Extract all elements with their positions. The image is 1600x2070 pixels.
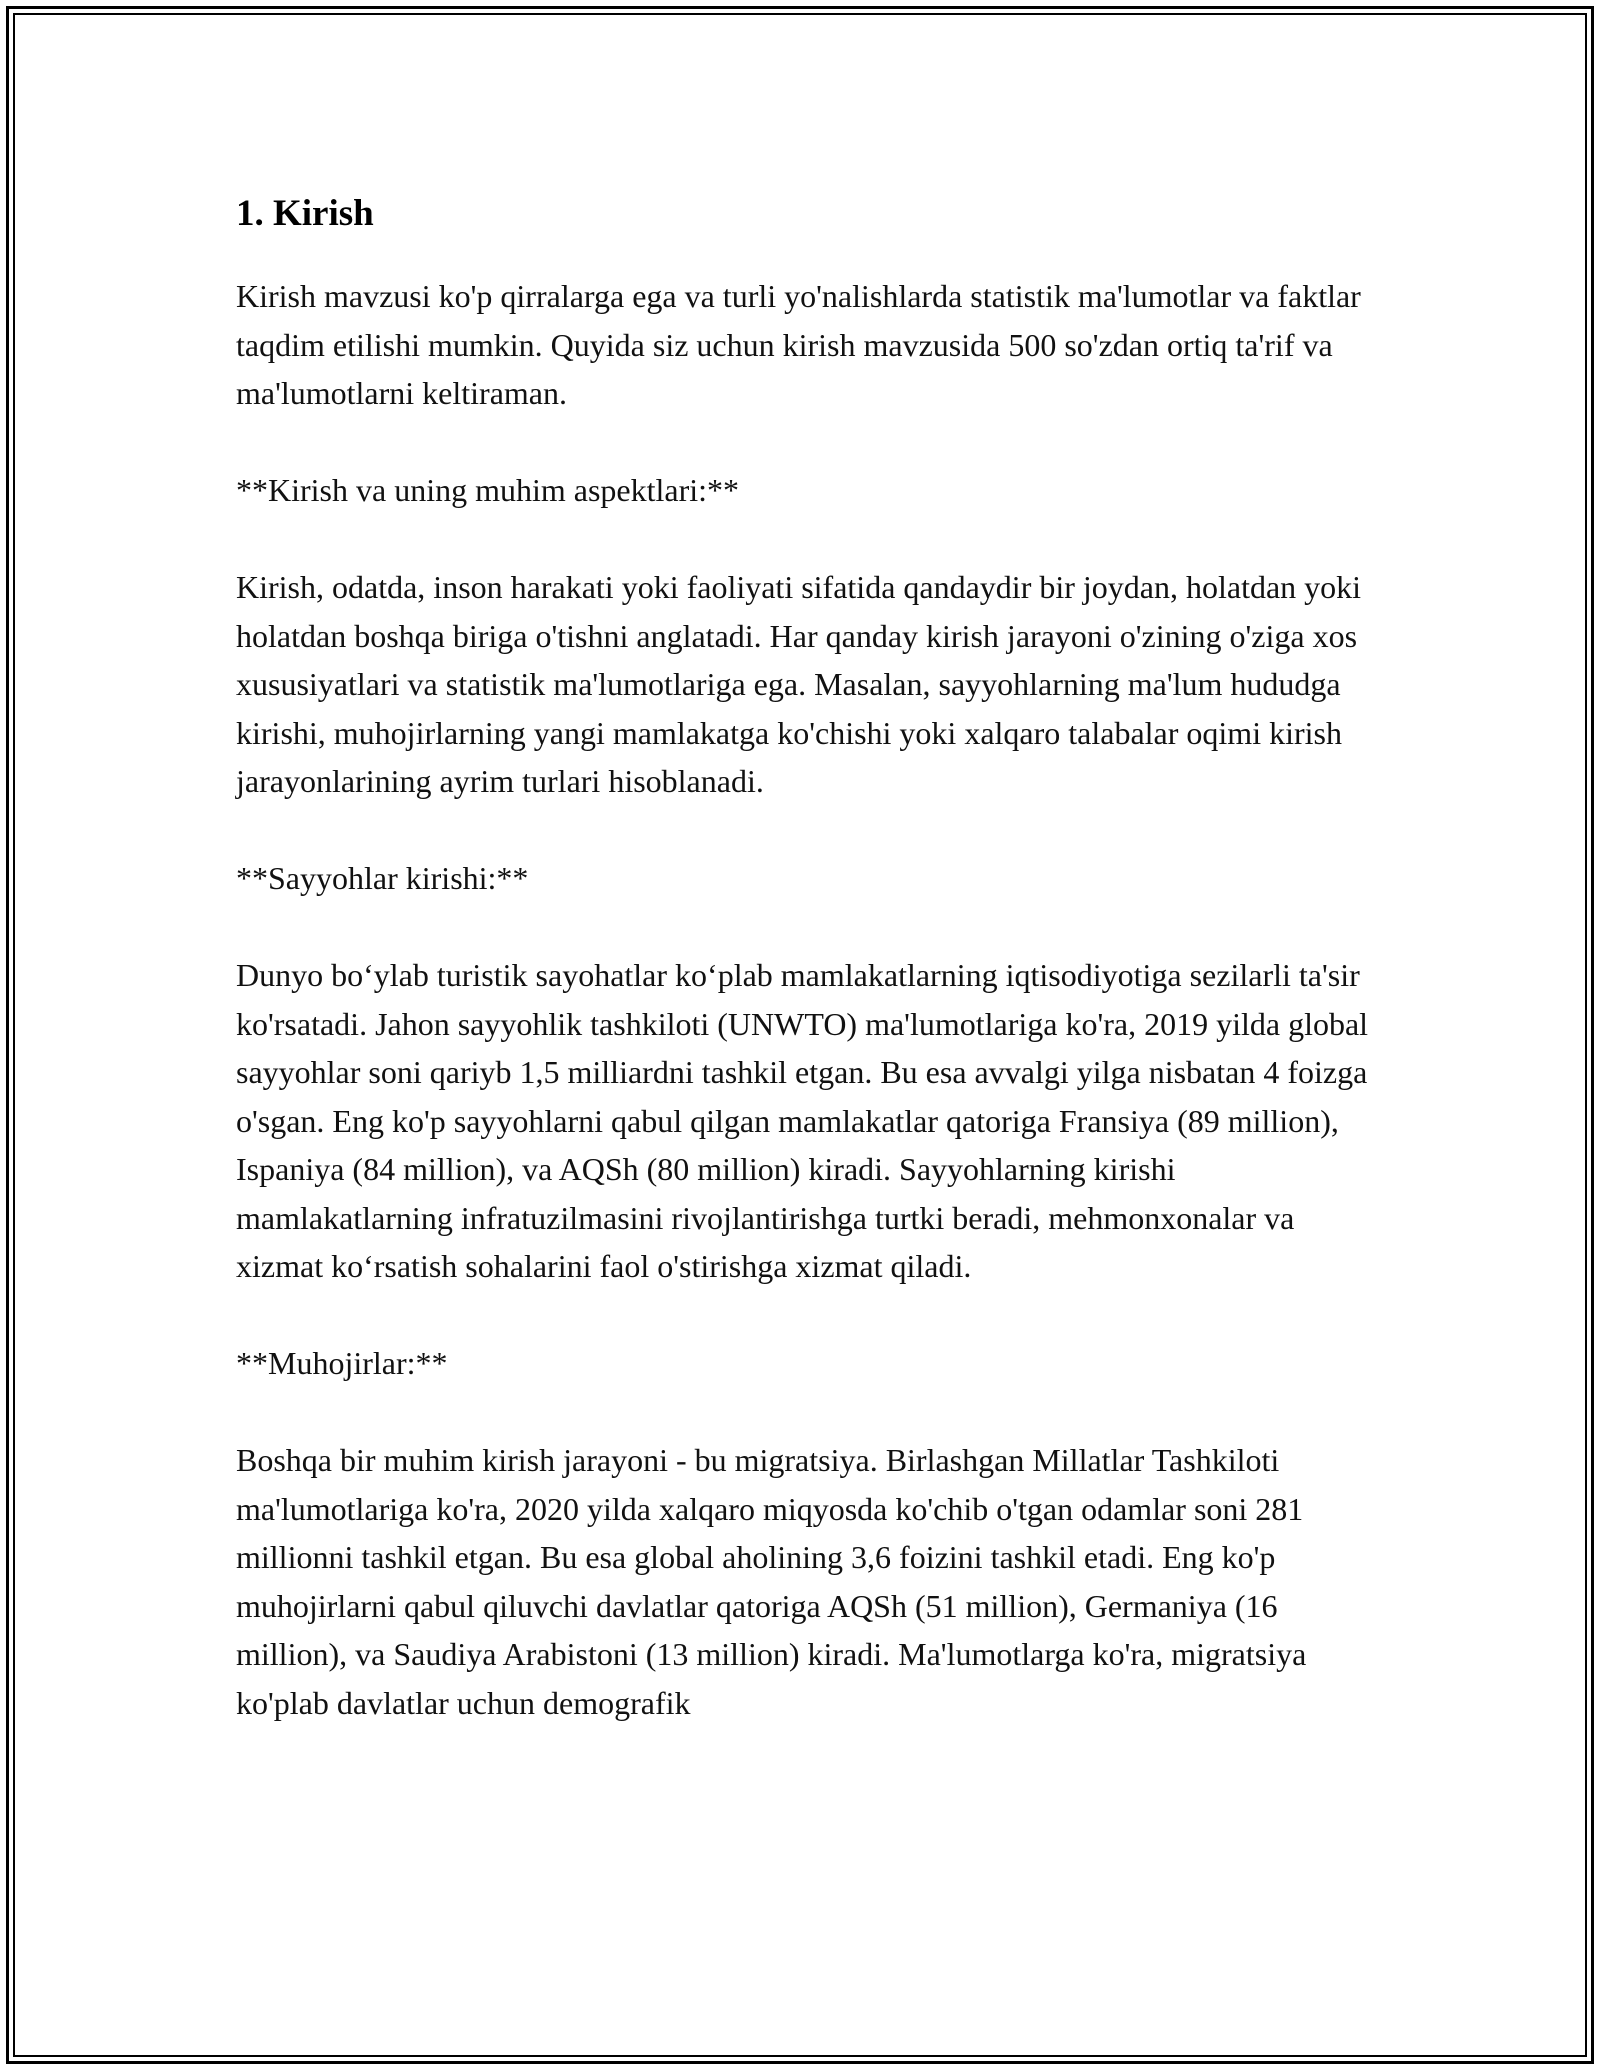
subheading-tourists: **Sayyohlar kirishi:** <box>236 860 529 896</box>
section-heading: 1. Kirish <box>236 193 374 234</box>
document-body <box>236 188 1386 1776</box>
intro-paragraph: Kirish mavzusi ko'p qirralarga ega va turli yo'nalishlarda statistik ma'lumotlar va faktlar taqdim etilishi mumkin. Quyida siz uchun kirish mavzusida 500 so'zdan ortiq ta'rif va ma'lumotlarni keltiraman. <box>236 278 1361 411</box>
subheading-aspects: **Kirish va uning muhim aspektlari:** <box>236 472 740 508</box>
aspects-paragraph: Kirish, odatda, inson harakati yoki faoliyati sifatida qandaydir bir joydan, holatdan yoki holatdan boshqa biriga o'tishni anglatadi. Har qanday kirish jarayoni o'zining o'ziga xos xususiyatlari va statistik ma'lumotlariga ega. Masalan, sayyohlarning ma'lum hududga kirishi, muhojirlarning yangi mamlakatga ko'chishi yoki xalqaro talabalar oqimi kirish jarayonlarining ayrim turlari hisoblanadi. <box>236 569 1362 799</box>
migrants-paragraph: Boshqa bir muhim kirish jarayoni - bu migratsiya. Birlashgan Millatlar Tashkiloti ma'lumotlariga ko'ra, 2020 yilda xalqaro miqyosda ko'chib o'tgan odamlar soni 281 millionni tashkil etgan. Bu esa global aholining 3,6 foizini tashkil etadi. Eng ko'p muhojirlarni qabul qiluvchi davlatlar qatoriga AQSh (51 million), Germaniya (16 million), va Saudiya Arabistoni (13 million) kiradi. Ma'lumotlarga ko'ra, migratsiya ko'plab davlatlar uchun demografik <box>236 1442 1307 1721</box>
tourists-paragraph: Dunyo boʻylab turistik sayohatlar koʻplab mamlakatlarning iqtisodiyotiga sezilarli ta'sir ko'rsatadi. Jahon sayyohlik tashkiloti (UNWTO) ma'lumotlariga ko'ra, 2019 yilda global sayyohlar soni qariyb 1,5 milliardni tashkil etgan. Bu esa avvalgi yilga nisbatan 4 foizga o'sgan. Eng ko'p sayyohlarni qabul qilgan mamlakatlar qatoriga Fransiya (89 million), Ispaniya (84 million), va AQSh (80 million) kiradi. Sayyohlarning kirishi mamlakatlarning infratuzilmasini rivojlantirishga turtki beradi, mehmonxonalar va xizmat koʻrsatish sohalarini faol o'stirishga xizmat qiladi. <box>236 957 1369 1284</box>
subheading-migrants: **Muhojirlar:** <box>236 1345 448 1381</box>
